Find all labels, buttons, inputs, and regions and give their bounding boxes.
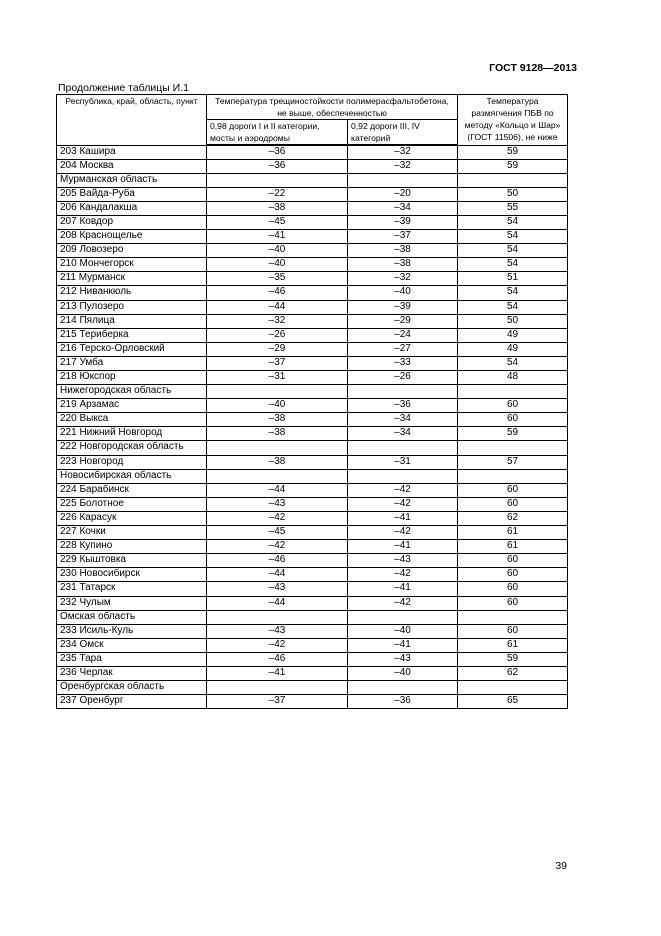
table-row — [57, 173, 568, 187]
cell-location: 205 Вайда-Руба — [57, 187, 207, 201]
cell-temp-098: –44 — [207, 483, 348, 497]
cell-softening-temp: 49 — [458, 328, 568, 342]
table-row — [57, 511, 568, 525]
cell-temp-098: –37 — [207, 356, 348, 370]
page-number: 39 — [555, 860, 567, 872]
cell-temp-092: –34 — [348, 427, 458, 441]
cell-temp-098: –35 — [207, 272, 348, 286]
cell-temp-092: –40 — [348, 624, 458, 638]
cell-softening-temp: 54 — [458, 215, 568, 229]
table-row — [57, 230, 568, 244]
cell-softening-temp: 54 — [458, 356, 568, 370]
cell-softening-temp: 60 — [458, 413, 568, 427]
cell-temp-098: –42 — [207, 638, 348, 652]
cell-softening-temp: 59 — [458, 159, 568, 173]
cell-temp-092: –32 — [348, 159, 458, 173]
cell-temp-098: –31 — [207, 371, 348, 385]
col-header-092: 0,92 дороги III, IV категорий — [348, 120, 458, 146]
table-row — [57, 497, 568, 511]
cell-softening-temp: 60 — [458, 483, 568, 497]
cell-location: 236 Черлак — [57, 666, 207, 680]
cell-temp-098: –29 — [207, 342, 348, 356]
cell-softening-temp: 61 — [458, 540, 568, 554]
cell-temp-098: –41 — [207, 666, 348, 680]
cell-location: 225 Болотное — [57, 497, 207, 511]
cell-temp-092: –37 — [348, 230, 458, 244]
cell-temp-098: –36 — [207, 159, 348, 173]
cell-temp-092 — [348, 681, 458, 695]
cell-softening-temp: 60 — [458, 596, 568, 610]
cell-temp-098: –40 — [207, 399, 348, 413]
cell-temp-098 — [207, 610, 348, 624]
table-row — [57, 610, 568, 624]
cell-temp-098: –22 — [207, 187, 348, 201]
table-row — [57, 413, 568, 427]
cell-softening-temp: 54 — [458, 258, 568, 272]
cell-temp-092: –34 — [348, 201, 458, 215]
cell-temp-098: –32 — [207, 314, 348, 328]
cell-temp-092: –41 — [348, 511, 458, 525]
cell-temp-092: –40 — [348, 286, 458, 300]
cell-location: 215 Териберка — [57, 328, 207, 342]
cell-location: Оренбургская область — [57, 681, 207, 695]
cell-temp-092: –36 — [348, 695, 458, 709]
cell-softening-temp: 62 — [458, 511, 568, 525]
cell-location: 210 Мончегорск — [57, 258, 207, 272]
cell-softening-temp: 54 — [458, 230, 568, 244]
cell-location: 233 Исиль-Куль — [57, 624, 207, 638]
cell-location: 231 Татарск — [57, 582, 207, 596]
cell-temp-092: –43 — [348, 652, 458, 666]
table-row — [57, 328, 568, 342]
cell-location: 226 Карасук — [57, 511, 207, 525]
cell-softening-temp: 65 — [458, 695, 568, 709]
cell-temp-092: –39 — [348, 300, 458, 314]
table-row — [57, 356, 568, 370]
table-row — [57, 540, 568, 554]
cell-temp-092: –29 — [348, 314, 458, 328]
cell-temp-098: –38 — [207, 201, 348, 215]
table-row — [57, 159, 568, 173]
cell-temp-098: –44 — [207, 300, 348, 314]
table-row — [57, 596, 568, 610]
cell-location: 206 Кандалакша — [57, 201, 207, 215]
cell-location: Новосибирская область — [57, 469, 207, 483]
cell-location: 216 Терско-Орловский — [57, 342, 207, 356]
cell-location: 235 Тара — [57, 652, 207, 666]
cell-softening-temp: 49 — [458, 342, 568, 356]
table-row — [57, 568, 568, 582]
table-row — [57, 666, 568, 680]
cell-softening-temp — [458, 441, 568, 455]
cell-temp-092: –42 — [348, 596, 458, 610]
table-row — [57, 215, 568, 229]
col-header-crack-temp: Температура трещиностойкости полимерасфальтобетона, не выше, обеспеченностью — [207, 95, 458, 120]
cell-temp-098 — [207, 681, 348, 695]
table-row — [57, 526, 568, 540]
cell-location: 208 Краснощелье — [57, 230, 207, 244]
cell-temp-092: –40 — [348, 666, 458, 680]
cell-location: 234 Омск — [57, 638, 207, 652]
cell-temp-098: –45 — [207, 526, 348, 540]
cell-temp-092: –34 — [348, 413, 458, 427]
cell-softening-temp: 59 — [458, 427, 568, 441]
cell-temp-092: –20 — [348, 187, 458, 201]
table-row — [57, 258, 568, 272]
table-body — [57, 145, 568, 709]
table-row — [57, 244, 568, 258]
cell-temp-092: –43 — [348, 554, 458, 568]
cell-location: 219 Арзамас — [57, 399, 207, 413]
table-row — [57, 624, 568, 638]
cell-softening-temp: 54 — [458, 244, 568, 258]
table-row — [57, 554, 568, 568]
cell-location: 209 Ловозеро — [57, 244, 207, 258]
cell-temp-098: –42 — [207, 540, 348, 554]
col-header-098: 0,98 дороги I и II категории, мосты и аэродромы — [207, 120, 348, 146]
cell-location: 204 Москва — [57, 159, 207, 173]
cell-temp-092: –41 — [348, 638, 458, 652]
cell-temp-092: –39 — [348, 215, 458, 229]
table-row — [57, 469, 568, 483]
table-caption: Продолжение таблицы И.1 — [58, 82, 189, 94]
cell-temp-098: –40 — [207, 258, 348, 272]
cell-location: 211 Мурманск — [57, 272, 207, 286]
cell-temp-098: –43 — [207, 582, 348, 596]
cell-temp-092: –26 — [348, 371, 458, 385]
cell-temp-092: –42 — [348, 483, 458, 497]
cell-temp-098: –37 — [207, 695, 348, 709]
cell-temp-092 — [348, 385, 458, 399]
climate-table — [56, 94, 568, 709]
cell-location: 214 Пялица — [57, 314, 207, 328]
cell-temp-098: –45 — [207, 215, 348, 229]
cell-temp-098: –46 — [207, 652, 348, 666]
cell-location: 227 Кочки — [57, 526, 207, 540]
cell-location: 222 Новгородская область — [57, 441, 207, 455]
cell-softening-temp: 60 — [458, 497, 568, 511]
cell-temp-098: –42 — [207, 511, 348, 525]
cell-softening-temp: 60 — [458, 582, 568, 596]
cell-softening-temp: 54 — [458, 286, 568, 300]
cell-temp-092: –41 — [348, 540, 458, 554]
table-row — [57, 441, 568, 455]
cell-location: 228 Купино — [57, 540, 207, 554]
cell-softening-temp: 60 — [458, 399, 568, 413]
cell-softening-temp: 60 — [458, 554, 568, 568]
table-row — [57, 582, 568, 596]
table-row — [57, 399, 568, 413]
cell-softening-temp: 48 — [458, 371, 568, 385]
cell-temp-098 — [207, 173, 348, 187]
table-row — [57, 427, 568, 441]
cell-temp-098 — [207, 385, 348, 399]
cell-softening-temp — [458, 173, 568, 187]
table-row — [57, 300, 568, 314]
table-row — [57, 371, 568, 385]
cell-softening-temp — [458, 610, 568, 624]
table-row — [57, 638, 568, 652]
cell-location: 213 Пулозеро — [57, 300, 207, 314]
cell-softening-temp: 50 — [458, 314, 568, 328]
cell-location: Мурманская область — [57, 173, 207, 187]
cell-softening-temp: 55 — [458, 201, 568, 215]
table-row — [57, 286, 568, 300]
cell-temp-092: –41 — [348, 582, 458, 596]
cell-temp-092: –42 — [348, 497, 458, 511]
cell-temp-098 — [207, 441, 348, 455]
table-row — [57, 187, 568, 201]
cell-softening-temp: 61 — [458, 526, 568, 540]
cell-temp-092 — [348, 610, 458, 624]
cell-temp-092: –36 — [348, 399, 458, 413]
cell-temp-092: –32 — [348, 145, 458, 159]
cell-temp-092 — [348, 173, 458, 187]
table-header — [57, 95, 568, 146]
cell-softening-temp: 54 — [458, 300, 568, 314]
cell-temp-092: –38 — [348, 258, 458, 272]
cell-location: 207 Ковдор — [57, 215, 207, 229]
cell-location: 221 Нижний Новгород — [57, 427, 207, 441]
cell-softening-temp: 61 — [458, 638, 568, 652]
table-row — [57, 695, 568, 709]
cell-softening-temp: 60 — [458, 624, 568, 638]
cell-temp-098: –40 — [207, 244, 348, 258]
cell-location: 218 Юкспор — [57, 371, 207, 385]
col-header-softening-temp: Температура размягчения ПБВ по методу «Кольцо и Шар» (ГОСТ 11506), не ниже — [458, 95, 568, 146]
cell-location: 220 Выкса — [57, 413, 207, 427]
cell-temp-092: –42 — [348, 526, 458, 540]
cell-temp-098 — [207, 469, 348, 483]
cell-location: 212 Ниванкюль — [57, 286, 207, 300]
table-row — [57, 145, 568, 159]
cell-location: 217 Умба — [57, 356, 207, 370]
cell-location: 237 Оренбург — [57, 695, 207, 709]
cell-location: 230 Новосибирск — [57, 568, 207, 582]
cell-location: 223 Новгород — [57, 455, 207, 469]
table-row — [57, 681, 568, 695]
cell-location: 229 Кыштовка — [57, 554, 207, 568]
col-header-location: Республика, край, область, пункт — [57, 95, 207, 146]
document-code: ГОСТ 9128—2013 — [489, 62, 577, 74]
cell-softening-temp: 59 — [458, 145, 568, 159]
cell-location: Нижегородская область — [57, 385, 207, 399]
cell-temp-098: –38 — [207, 413, 348, 427]
cell-temp-098: –43 — [207, 497, 348, 511]
cell-temp-098: –26 — [207, 328, 348, 342]
cell-temp-098: –46 — [207, 286, 348, 300]
cell-softening-temp: 57 — [458, 455, 568, 469]
cell-temp-098: –46 — [207, 554, 348, 568]
table-row — [57, 201, 568, 215]
cell-temp-092: –32 — [348, 272, 458, 286]
cell-temp-092: –24 — [348, 328, 458, 342]
cell-temp-098: –38 — [207, 427, 348, 441]
cell-softening-temp — [458, 469, 568, 483]
cell-location: 224 Барабинск — [57, 483, 207, 497]
cell-softening-temp: 62 — [458, 666, 568, 680]
table-row — [57, 483, 568, 497]
cell-temp-092 — [348, 469, 458, 483]
cell-softening-temp: 50 — [458, 187, 568, 201]
cell-temp-098: –44 — [207, 568, 348, 582]
cell-temp-098: –36 — [207, 145, 348, 159]
table-row — [57, 385, 568, 399]
table-row — [57, 652, 568, 666]
cell-temp-098: –38 — [207, 455, 348, 469]
cell-temp-098: –41 — [207, 230, 348, 244]
cell-temp-092: –38 — [348, 244, 458, 258]
cell-temp-092: –27 — [348, 342, 458, 356]
cell-location: 203 Кашира — [57, 145, 207, 159]
cell-temp-092: –31 — [348, 455, 458, 469]
cell-temp-092: –33 — [348, 356, 458, 370]
cell-location: Омская область — [57, 610, 207, 624]
table-row — [57, 342, 568, 356]
cell-softening-temp — [458, 681, 568, 695]
cell-temp-098: –44 — [207, 596, 348, 610]
cell-softening-temp: 60 — [458, 568, 568, 582]
cell-temp-092: –42 — [348, 568, 458, 582]
cell-softening-temp — [458, 385, 568, 399]
table-row — [57, 455, 568, 469]
table-row — [57, 272, 568, 286]
cell-location: 232 Чулым — [57, 596, 207, 610]
table-row — [57, 314, 568, 328]
cell-softening-temp: 59 — [458, 652, 568, 666]
cell-softening-temp: 51 — [458, 272, 568, 286]
cell-temp-098: –43 — [207, 624, 348, 638]
cell-temp-092 — [348, 441, 458, 455]
